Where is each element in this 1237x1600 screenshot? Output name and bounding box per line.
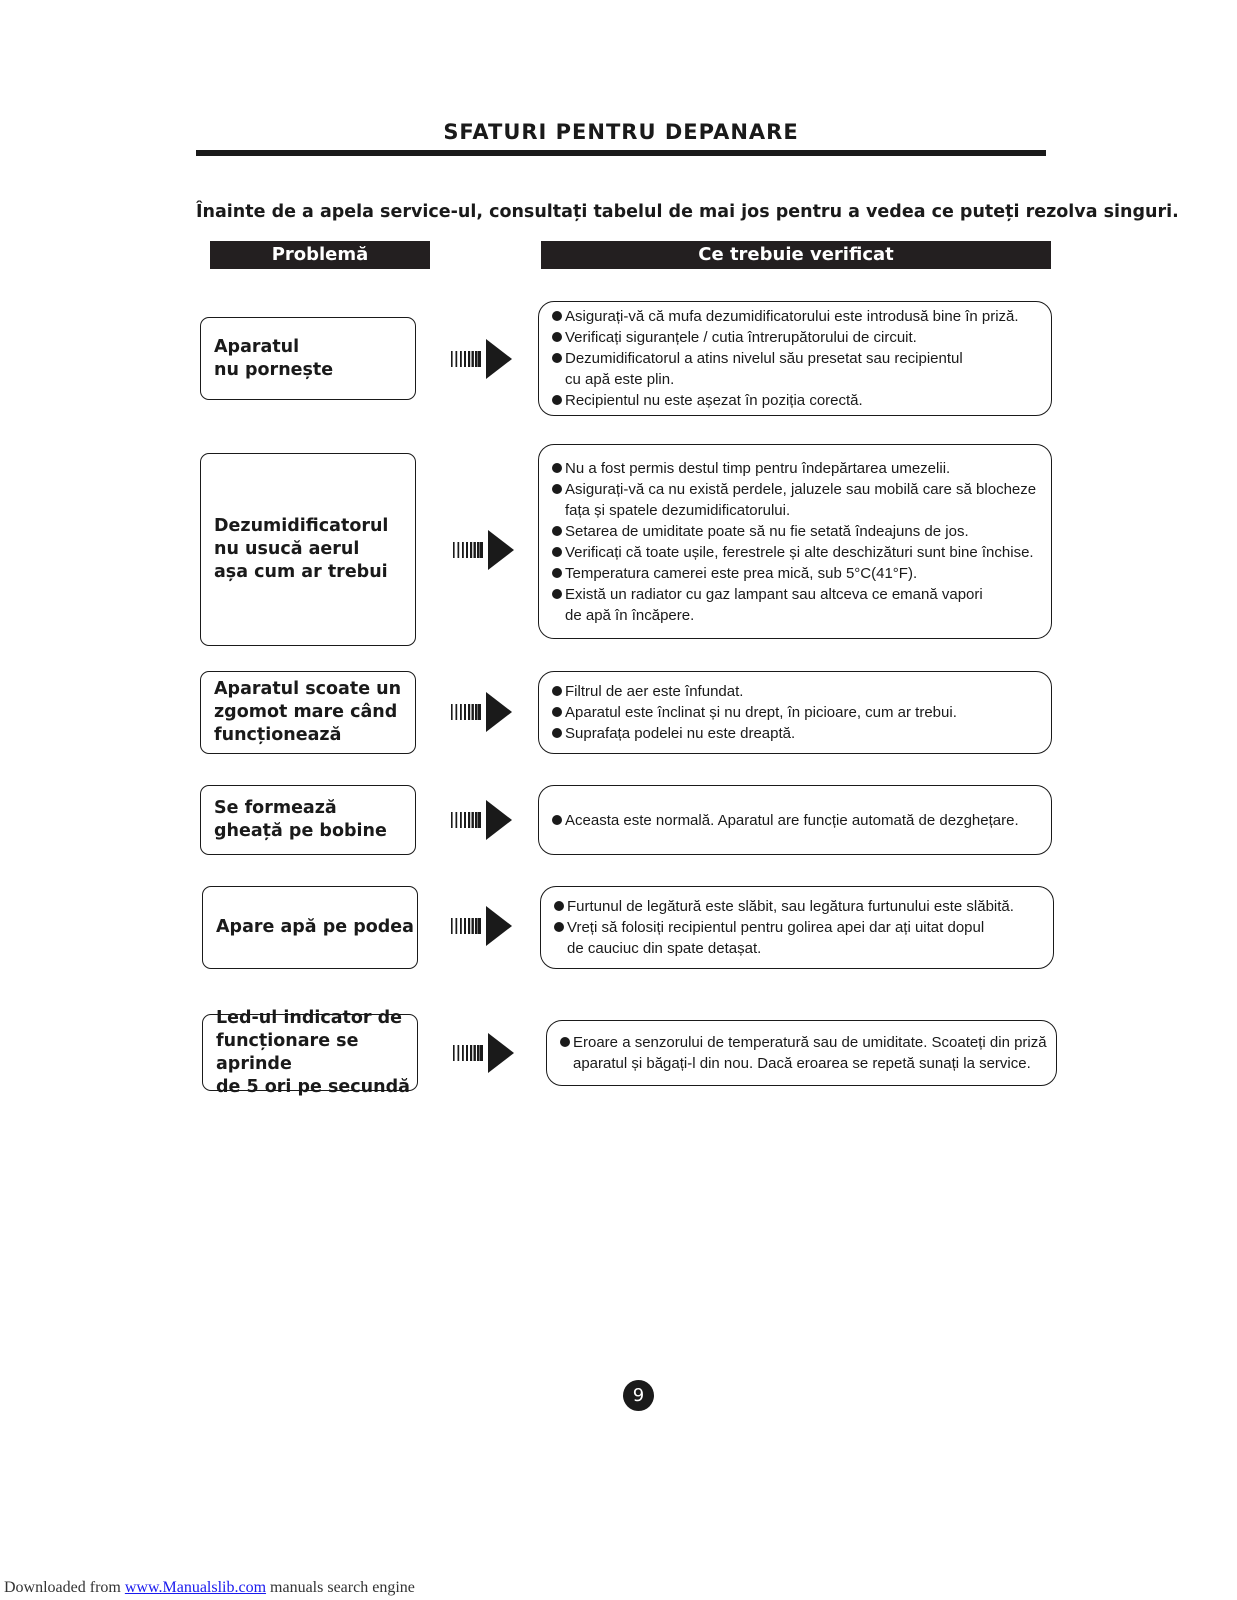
check-item bbox=[552, 479, 1043, 521]
striped-right-arrow-icon bbox=[452, 528, 516, 572]
check-item bbox=[552, 584, 1043, 626]
check-item bbox=[552, 542, 1043, 563]
check-line: de apă în încăpere. bbox=[565, 606, 695, 624]
check-item bbox=[552, 810, 1043, 831]
problem-box: Aparatul scoate un zgomot mare când funcționează bbox=[200, 671, 416, 754]
check-line: de cauciuc din spate detașat. bbox=[567, 940, 762, 957]
problem-box: Se formează gheață pe bobine bbox=[200, 785, 416, 855]
check-item bbox=[552, 390, 1043, 411]
problem-box: Led-ul indicator de funcționare se aprinde de 5 ori pe secundă bbox=[202, 1014, 418, 1091]
check-item bbox=[554, 896, 1045, 917]
check-item bbox=[552, 458, 1043, 479]
check-line: Aparatul este înclinat și nu drept, în picioare, cum ar trebui. bbox=[565, 704, 957, 721]
check-line: Filtrul de aer este înfundat. bbox=[565, 683, 744, 700]
striped-right-arrow-icon bbox=[452, 1031, 516, 1075]
check-box bbox=[540, 886, 1054, 969]
check-line: Aceasta este normală. Aparatul are funcție automată de dezghețare. bbox=[565, 811, 1019, 829]
check-item bbox=[552, 702, 1043, 723]
check-line: Verificați că toate ușile, ferestrele și alte deschizături sunt bine închise. bbox=[565, 543, 1034, 561]
check-item bbox=[552, 306, 1043, 327]
problem-box: Dezumidificatorul nu usucă aerul așa cum ar trebui bbox=[200, 453, 416, 646]
check-item bbox=[552, 723, 1043, 744]
check-box bbox=[538, 301, 1052, 416]
check-box bbox=[538, 785, 1052, 855]
intro-text: Înainte de a apela service-ul, consultați tabelul de mai jos pentru a vedea ce puteți rezolva singuri. bbox=[196, 202, 1179, 222]
footer-prefix: Downloaded from bbox=[4, 1579, 125, 1596]
check-line: fața și spatele dezumidificatorului. bbox=[565, 501, 791, 519]
striped-right-arrow-icon bbox=[450, 904, 514, 948]
footer bbox=[4, 1579, 415, 1597]
check-line: Furtunul de legătură este slăbit, sau legătura furtunului este slăbită. bbox=[567, 898, 1014, 915]
check-line: cu apă este plin. bbox=[565, 371, 675, 388]
footer-suffix: manuals search engine bbox=[266, 1579, 415, 1596]
page-number: 9 bbox=[623, 1380, 654, 1411]
problem-box: Apare apă pe podea bbox=[202, 886, 418, 969]
striped-right-arrow-icon bbox=[450, 337, 514, 381]
check-line: Eroare a senzorului de temperatură sau de umiditate. Scoateți din priză bbox=[573, 1034, 1047, 1051]
check-item bbox=[552, 563, 1043, 584]
check-line: Setarea de umiditate poate să nu fie setată îndeajuns de jos. bbox=[565, 522, 969, 540]
check-item bbox=[552, 521, 1043, 542]
check-box bbox=[546, 1020, 1057, 1086]
check-item bbox=[552, 348, 1043, 390]
striped-right-arrow-icon bbox=[450, 690, 514, 734]
check-line: Verificați siguranțele / cutia întrerupătorului de circuit. bbox=[565, 329, 917, 346]
check-column-header: Ce trebuie verificat bbox=[541, 241, 1051, 269]
problem-box: Aparatul nu pornește bbox=[200, 317, 416, 400]
check-line: Recipientul nu este așezat în poziția corectă. bbox=[565, 392, 863, 409]
check-line: Nu a fost permis destul timp pentru îndepărtarea umezelii. bbox=[565, 459, 951, 477]
check-line: Temperatura camerei este prea mică, sub 5°C(41°F). bbox=[565, 564, 918, 582]
check-line: Vreți să folosiți recipientul pentru golirea apei dar ați uitat dopul bbox=[567, 919, 985, 936]
footer-link[interactable]: www.Manualslib.com bbox=[124, 1579, 267, 1596]
check-box bbox=[538, 671, 1052, 754]
striped-right-arrow-icon bbox=[450, 798, 514, 842]
check-line: Suprafața podelei nu este dreaptă. bbox=[565, 725, 796, 742]
title-rule bbox=[196, 150, 1046, 156]
check-line: Asigurați-vă că mufa dezumidificatorului este introdusă bine în priză. bbox=[565, 308, 1019, 325]
page-title: SFATURI PENTRU DEPANARE bbox=[443, 120, 799, 144]
check-item bbox=[552, 327, 1043, 348]
check-line: Asigurați-vă ca nu există perdele, jaluzele sau mobilă care să blocheze bbox=[565, 480, 1037, 498]
check-item bbox=[552, 681, 1043, 702]
check-item bbox=[554, 917, 1045, 959]
check-line: Există un radiator cu gaz lampant sau altceva ce emană vapori bbox=[565, 585, 983, 603]
problem-column-header: Problemă bbox=[210, 241, 430, 269]
check-line: Dezumidificatorul a atins nivelul său presetat sau recipientul bbox=[565, 350, 963, 367]
check-item bbox=[560, 1032, 1048, 1074]
check-box bbox=[538, 444, 1052, 639]
check-line: aparatul și băgați-l din nou. Dacă eroarea se repetă sunați la service. bbox=[573, 1055, 1031, 1072]
